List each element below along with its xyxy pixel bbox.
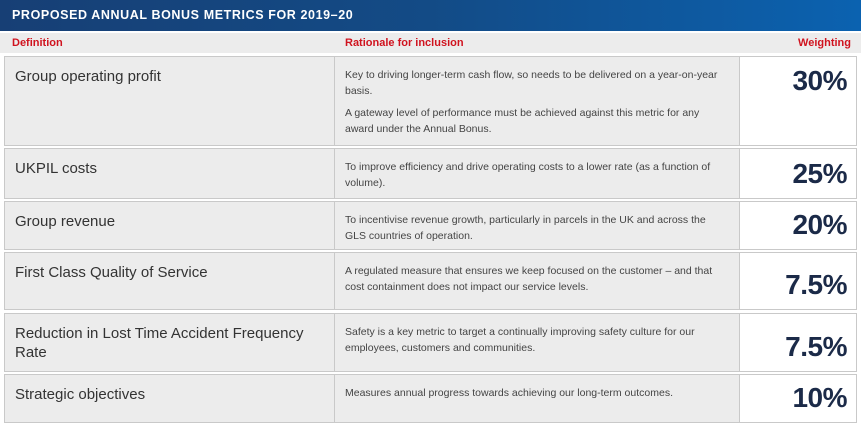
- rationale-text: [345, 386, 725, 409]
- table-row: [0, 148, 861, 199]
- rationale-cell: [335, 201, 740, 250]
- definition-text: Group operating profit: [15, 68, 161, 85]
- table-row: [0, 313, 861, 372]
- rationale-paragraph: Measures annual progress towards achieving our long-term outcomes.: [345, 387, 673, 399]
- table-header-row: [0, 33, 861, 53]
- rationale-text: [345, 325, 725, 363]
- header-definition: Definition: [12, 37, 63, 49]
- definition-text: Reduction in Lost Time Accident Frequency Rate: [15, 325, 304, 361]
- weighting-cell: [740, 201, 857, 250]
- definition-cell: [4, 148, 335, 199]
- definition-text: UKPIL costs: [15, 160, 97, 177]
- rationale-cell: [335, 56, 740, 146]
- rationale-text: [345, 160, 725, 198]
- weighting-cell: [740, 252, 857, 310]
- rationale-cell: [335, 148, 740, 199]
- table-row: [0, 56, 861, 146]
- weighting-value: 30%: [792, 65, 847, 96]
- weighting-value: 20%: [792, 209, 847, 240]
- definition-cell: [4, 313, 335, 372]
- header-rationale: Rationale for inclusion: [345, 37, 464, 49]
- weighting-value: 10%: [792, 382, 847, 413]
- definition-text: Group revenue: [15, 213, 116, 230]
- table-row: [0, 252, 861, 310]
- rationale-cell: [335, 252, 740, 310]
- table-row: [0, 201, 861, 250]
- rationale-text: [345, 68, 725, 144]
- rationale-paragraph: To incentivise revenue growth, particularly in parcels in the UK and across the GLS countries of operation.: [345, 214, 706, 242]
- rationale-paragraph: Key to driving longer-term cash flow, so needs to be delivered on a year-on-year basis.: [345, 69, 718, 97]
- rationale-text: [345, 264, 725, 302]
- definition-cell: [4, 374, 335, 423]
- weighting-cell: [740, 148, 857, 199]
- rationale-paragraph: A regulated measure that ensures we keep focused on the customer – and that cost containment does not impact our service levels.: [345, 265, 713, 293]
- weighting-value: 7.5%: [785, 269, 847, 300]
- weighting-value: 25%: [792, 158, 847, 189]
- weighting-cell: [740, 56, 857, 146]
- rationale-cell: [335, 313, 740, 372]
- definition-cell: [4, 56, 335, 146]
- header-weighting: Weighting: [798, 37, 851, 49]
- definition-text: Strategic objectives: [15, 386, 146, 403]
- weighting-cell: [740, 313, 857, 372]
- definition-cell: [4, 201, 335, 250]
- rationale-text: [345, 213, 725, 251]
- definition-text: First Class Quality of Service: [15, 264, 208, 281]
- rationale-paragraph: To improve efficiency and drive operating costs to a lower rate (as a function of volume).: [345, 161, 711, 189]
- definition-cell: [4, 252, 335, 310]
- weighting-value: 7.5%: [785, 331, 847, 362]
- weighting-cell: [740, 374, 857, 423]
- rationale-cell: [335, 374, 740, 423]
- rationale-paragraph: A gateway level of performance must be achieved against this metric for any award under the Annual Bonus.: [345, 107, 700, 135]
- table-row: [0, 374, 861, 423]
- table-title: PROPOSED ANNUAL BONUS METRICS FOR 2019–20: [0, 0, 861, 31]
- rationale-paragraph: Safety is a key metric to target a continually improving safety culture for our employees, customers and communities.: [345, 326, 695, 354]
